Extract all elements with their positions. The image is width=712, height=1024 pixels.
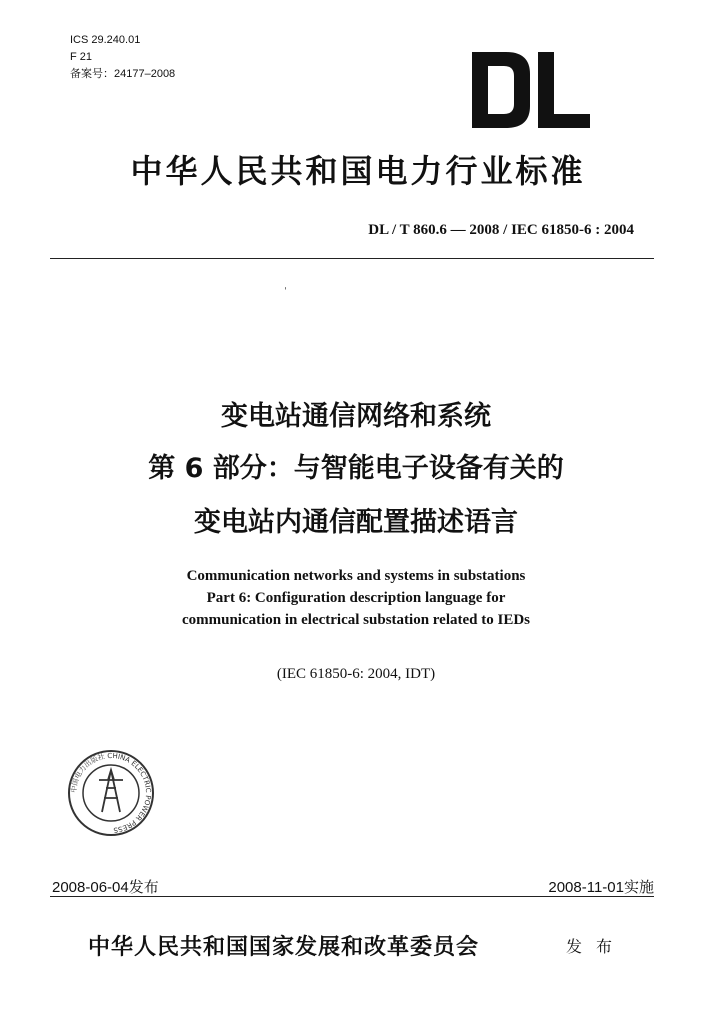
filing-number: 备案号：24177–2008 [70,68,176,80]
category-code: F 21 [70,51,93,63]
title-en-line-1: Communication networks and systems in substations [186,568,526,584]
top-divider [50,258,654,259]
bottom-divider [50,896,654,897]
industry-standard-title: 中华人民共和国电力行业标准 [130,152,586,190]
title-en-line-2: Part 6: Configuration description language for [206,590,506,606]
title-cn-line-2: 第 6 部分：与智能电子设备有关的 [148,453,564,484]
document-metadata [70,32,175,83]
print-mark: ˌ [284,280,287,291]
publisher-seal-icon [66,748,156,838]
issuing-authority: 中华人民共和国国家发展和改革委员会 [88,934,480,960]
publish-date: 2008-06-04发布 [52,879,159,896]
title-cn-line-3: 变电站内通信配置描述语言 [194,507,518,538]
title-cn-line-1: 变电站通信网络和系统 [221,401,491,432]
seal-text: 中国电力出版社 CHINA ELECTRIC POWER PRESS [69,751,153,834]
implementation-date: 2008-11-01实施 [548,879,654,896]
ics-code: ICS 29.240.01 [70,34,141,46]
standard-number: DL / T 860.6 — 2008 / IEC 61850-6 : 2004 [368,222,634,238]
iec-equivalence: (IEC 61850-6: 2004, IDT) [276,666,436,682]
title-en-line-3: communication in electrical substation related to IEDs [181,612,531,628]
dl-logo [472,52,590,128]
publish-label: 发布 [566,937,627,956]
